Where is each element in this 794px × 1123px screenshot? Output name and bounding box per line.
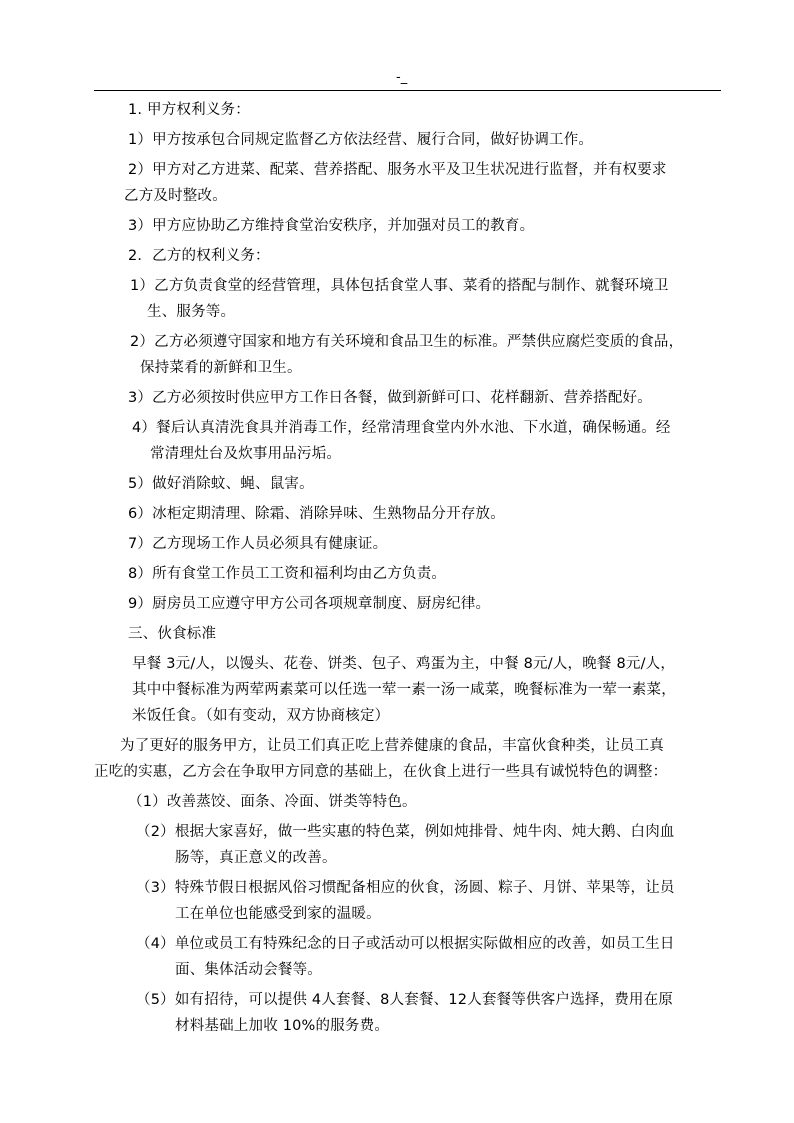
party-b-heading: 2．乙方的权利义务：	[128, 248, 270, 264]
party-b-item-1: 1）乙方负责食堂的经营管理，具体包括食堂人事、菜肴的搭配与制作、就餐环境卫	[130, 278, 669, 294]
meal-standard-heading: 三、伙食标准	[128, 626, 217, 642]
party-b-item-9: 9）厨房员工应遵守甲方公司各项规章制度、厨房纪律。	[128, 596, 491, 612]
party-b-item-5: 5）做好消除蚊、蝇、鼠害。	[128, 476, 314, 492]
meal-standard-text-3: 米饭任食。（如有变动，双方协商核定）	[132, 708, 390, 724]
party-a-item-2-cont: 乙方及时整改。	[124, 188, 227, 204]
party-b-item-8: 8）所有食堂工作员工工资和福利均由乙方负责。	[128, 566, 447, 582]
header-rule	[94, 90, 721, 91]
adjustment-item-3: （3）特殊节假日根据风俗习惯配备相应的伙食，汤圆、粽子、月饼、苹果等，让员	[136, 880, 675, 896]
party-b-item-3: 3）乙方必须按时供应甲方工作日各餐，做到新鲜可口、花样翻新、营养搭配好。	[128, 390, 652, 406]
adjustment-item-2: （2）根据大家喜好，做一些实惠的特色菜，例如炖排骨、炖牛肉、炖大鹅、白肉血	[136, 824, 675, 840]
header-mark: -_	[396, 70, 408, 85]
party-a-item-2: 2）甲方对乙方进菜、配菜、营养搭配、服务水平及卫生状况进行监督，并有权要求	[128, 162, 667, 178]
party-b-item-1-cont: 生、服务等。	[147, 304, 236, 320]
adjustment-item-3-cont: 工在单位也能感受到家的温暖。	[175, 906, 381, 922]
meal-standard-text-1: 早餐 3元/人，以馒头、花卷、饼类、包子、鸡蛋为主，中餐 8元/人，晚餐 8元/人，	[132, 656, 676, 672]
party-b-item-7: 7）乙方现场工作人员必须具有健康证。	[128, 536, 388, 552]
party-b-item-2-cont: 保持菜肴的新鲜和卫生。	[140, 360, 302, 376]
adjustment-item-1: （1）改善蒸饺、面条、冷面、饼类等特色。	[128, 794, 417, 810]
adjustment-intro-2: 正吃的实惠，乙方会在争取甲方同意的基础上，在伙食上进行一些具有诚悦特色的调整：	[94, 764, 668, 780]
party-b-item-4-cont: 常清理灶台及炊事用品污垢。	[150, 446, 342, 462]
adjustment-item-5-cont: 材料基础上加收 10%的服务费。	[175, 1018, 390, 1034]
party-b-item-6: 6）冰柜定期清理、除霜、消除异味、生熟物品分开存放。	[128, 506, 505, 522]
party-a-heading: 1. 甲方权利义务：	[128, 102, 250, 118]
party-b-item-4: 4）餐后认真清洗食具并消毒工作，经常清理食堂内外水池、下水道，确保畅通。经	[132, 420, 671, 436]
party-a-item-1: 1）甲方按承包合同规定监督乙方依法经营、履行合同，做好协调工作。	[128, 132, 594, 148]
adjustment-item-5: （5）如有招待，可以提供 4人套餐、8人套餐、12人套餐等供客户选择，费用在原	[136, 992, 674, 1008]
party-a-item-3: 3）甲方应协助乙方维持食堂治安秩序，并加强对员工的教育。	[128, 218, 535, 234]
adjustment-item-2-cont: 肠等，真正意义的改善。	[175, 850, 337, 866]
party-b-item-2: 2）乙方必须遵守国家和地方有关环境和食品卫生的标准。严禁供应腐烂变质的食品，	[130, 334, 684, 350]
adjustment-item-4-cont: 面、集体活动会餐等。	[175, 962, 322, 978]
adjustment-item-4: （4）单位或员工有特殊纪念的日子或活动可以根据实际做相应的改善，如员工生日	[136, 936, 675, 952]
meal-standard-text-2: 其中中餐标准为两荤两素菜可以任选一荤一素一汤一咸菜，晚餐标准为一荤一素菜，	[132, 682, 676, 698]
adjustment-intro-1: 为了更好的服务甲方，让员工们真正吃上营养健康的食品，丰富伙食种类，让员工真	[120, 738, 664, 754]
